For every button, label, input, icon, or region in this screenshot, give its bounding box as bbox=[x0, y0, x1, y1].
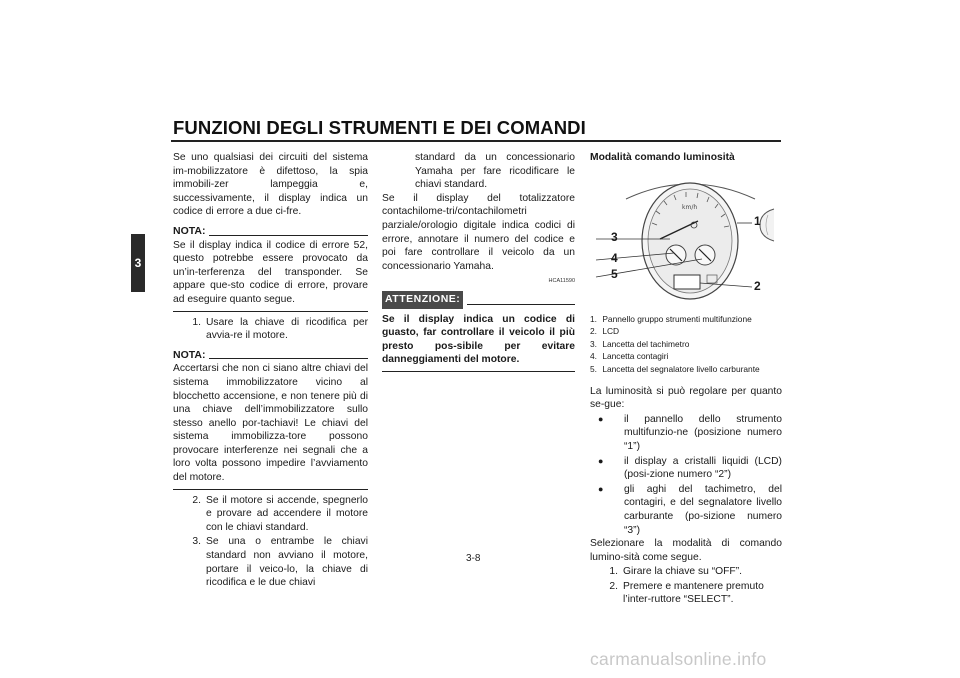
figure-label-1: 1 bbox=[754, 213, 761, 228]
note-label: NOTA: bbox=[173, 348, 206, 361]
caution-heading bbox=[382, 291, 575, 309]
legend-number: 4. bbox=[590, 351, 597, 362]
legend-item bbox=[590, 350, 782, 363]
error-code-paragraph: Se il display del totalizzatore contachilome-tri/contachilometri parziale/orologio digitale indica codici di errore, annotare il numero del codice e poi fare controllare il veicolo da un concessionario Yamaha. bbox=[382, 192, 575, 272]
note-text-1: Se il display indica il codice di errore 52, questo potrebbe essere provocato da un’in-terferenza del transponder. Se appare que-sto codice di errore, provare ad eseguire quanto segue. bbox=[173, 239, 368, 305]
legend-item bbox=[590, 338, 782, 351]
bullet-icon: ● bbox=[598, 455, 604, 466]
step-text: Se il motore si accende, spegnerlo e provare ad accendere il motore con le chiavi standard. bbox=[206, 494, 368, 533]
legend-item bbox=[590, 363, 782, 376]
bullet-text: il display a cristalli liquidi (LCD) (posi-zione numero “2”) bbox=[624, 455, 782, 481]
note-text-2: Accertarsi che non ci siano altre chiavi del sistema immobilizzatore vicino al blocchetto accensione, e non tenere più di una chiave dell’immobilizzatore sullo stesso anello por-tachiavi! Le chiavi del sistema immobilizza-tore possono provocare interferenze nei segnali che a loro volta possono impedire l’avviamento del motore. bbox=[173, 363, 368, 484]
reference-code: HCA11590 bbox=[548, 278, 575, 285]
bullet-text: il pannello dello strumento multifunzio-ne (posizione numero “1”) bbox=[624, 413, 782, 452]
header-rule bbox=[171, 140, 781, 142]
chapter-tab: 3 bbox=[131, 234, 145, 292]
intro-paragraph: Se uno qualsiasi dei circuiti del sistema im-mobilizzatore è difettoso, la spia immobili-zer lampeggia e, successivamente, il display indica un codice di errore a due ci-fre. bbox=[173, 152, 368, 218]
note-heading-1 bbox=[173, 225, 368, 239]
step-text: Girare la chiave su “OFF”. bbox=[623, 566, 743, 578]
step-item bbox=[590, 565, 782, 579]
step-item bbox=[173, 494, 368, 535]
caution-end-rule bbox=[382, 371, 575, 372]
bullet-item bbox=[590, 413, 782, 454]
step-item bbox=[173, 535, 368, 589]
legend-number: 1. bbox=[590, 313, 597, 324]
step-text: Premere e mantenere premuto l’inter-ruttore “SELECT”. bbox=[623, 580, 764, 606]
column-right bbox=[590, 151, 782, 607]
legend-text: Pannello gruppo strumenti multifunzione bbox=[602, 313, 752, 324]
step-number: 3. bbox=[192, 536, 201, 548]
page-header-title: FUNZIONI DEGLI STRUMENTI E DEI COMANDI bbox=[173, 117, 586, 138]
legend-item bbox=[590, 325, 782, 338]
note-rule bbox=[209, 358, 368, 359]
legend-text: LCD bbox=[602, 326, 620, 337]
figure-label-2: 2 bbox=[754, 278, 761, 293]
brightness-intro: La luminosità si può regolare per quanto se-gue: bbox=[590, 385, 782, 411]
watermark: carmanualsonline.info bbox=[590, 649, 767, 669]
note-rule bbox=[209, 235, 368, 236]
caution-label: ATTENZIONE: bbox=[382, 291, 463, 309]
figure-label-4: 4 bbox=[611, 250, 618, 265]
page-number: 3-8 bbox=[466, 553, 481, 564]
legend-number: 2. bbox=[590, 326, 597, 337]
figure-legend bbox=[590, 313, 782, 376]
step-number: 1. bbox=[609, 566, 618, 578]
step-number: 2. bbox=[192, 494, 201, 506]
legend-text: Lancetta del segnalatore livello carburante bbox=[602, 363, 760, 374]
instrument-panel-figure bbox=[590, 179, 782, 309]
figure-label-3: 3 bbox=[611, 229, 618, 244]
note-heading-2 bbox=[173, 349, 368, 363]
legend-text: Lancetta contagiri bbox=[602, 351, 669, 362]
step-text: Usare la chiave di ricodifica per avvia-re il motore. bbox=[206, 316, 368, 342]
select-mode-text: Selezionare la modalità di comando lumino-sità come segue. bbox=[590, 538, 782, 563]
legend-text: Lancetta del tachimetro bbox=[602, 338, 690, 349]
note-label: NOTA: bbox=[173, 224, 206, 237]
bullet-icon: ● bbox=[598, 483, 604, 494]
bullet-item bbox=[590, 455, 782, 482]
step-number: 1. bbox=[192, 316, 201, 328]
bullet-text: gli aghi del tachimetro, del contagiri, e del segnalatore livello carburante (po-sizione numero “3”) bbox=[624, 483, 782, 536]
section-title: Modalità comando luminosità bbox=[590, 152, 735, 163]
caution-rule bbox=[467, 304, 575, 305]
bullet-item bbox=[590, 483, 782, 537]
note-end-rule bbox=[173, 311, 368, 312]
step-item bbox=[173, 316, 368, 343]
step-text: Se una o entrambe le chiavi standard non avviano il motore, portare il veico-lo, la chiave di ricodifica e le due chiavi bbox=[206, 536, 368, 589]
caution-text: Se il display indica un codice di guasto, far controllare il veicolo il più presto pos-sibile per evitare danneggiamenti del motore. bbox=[382, 313, 575, 366]
legend-item bbox=[590, 313, 782, 326]
step-item bbox=[590, 580, 782, 607]
figure-label-5: 5 bbox=[611, 266, 618, 281]
column-middle bbox=[382, 151, 575, 376]
svg-text:km/h: km/h bbox=[682, 203, 698, 211]
step-continuation: standard da un concessionario Yamaha per fare ricodificare le chiavi standard. bbox=[415, 152, 575, 191]
legend-number: 5. bbox=[590, 363, 597, 374]
note-end-rule bbox=[173, 489, 368, 490]
column-left bbox=[173, 151, 368, 590]
bullet-icon: ● bbox=[598, 413, 604, 424]
step-number: 2. bbox=[609, 580, 618, 592]
legend-number: 3. bbox=[590, 338, 597, 349]
